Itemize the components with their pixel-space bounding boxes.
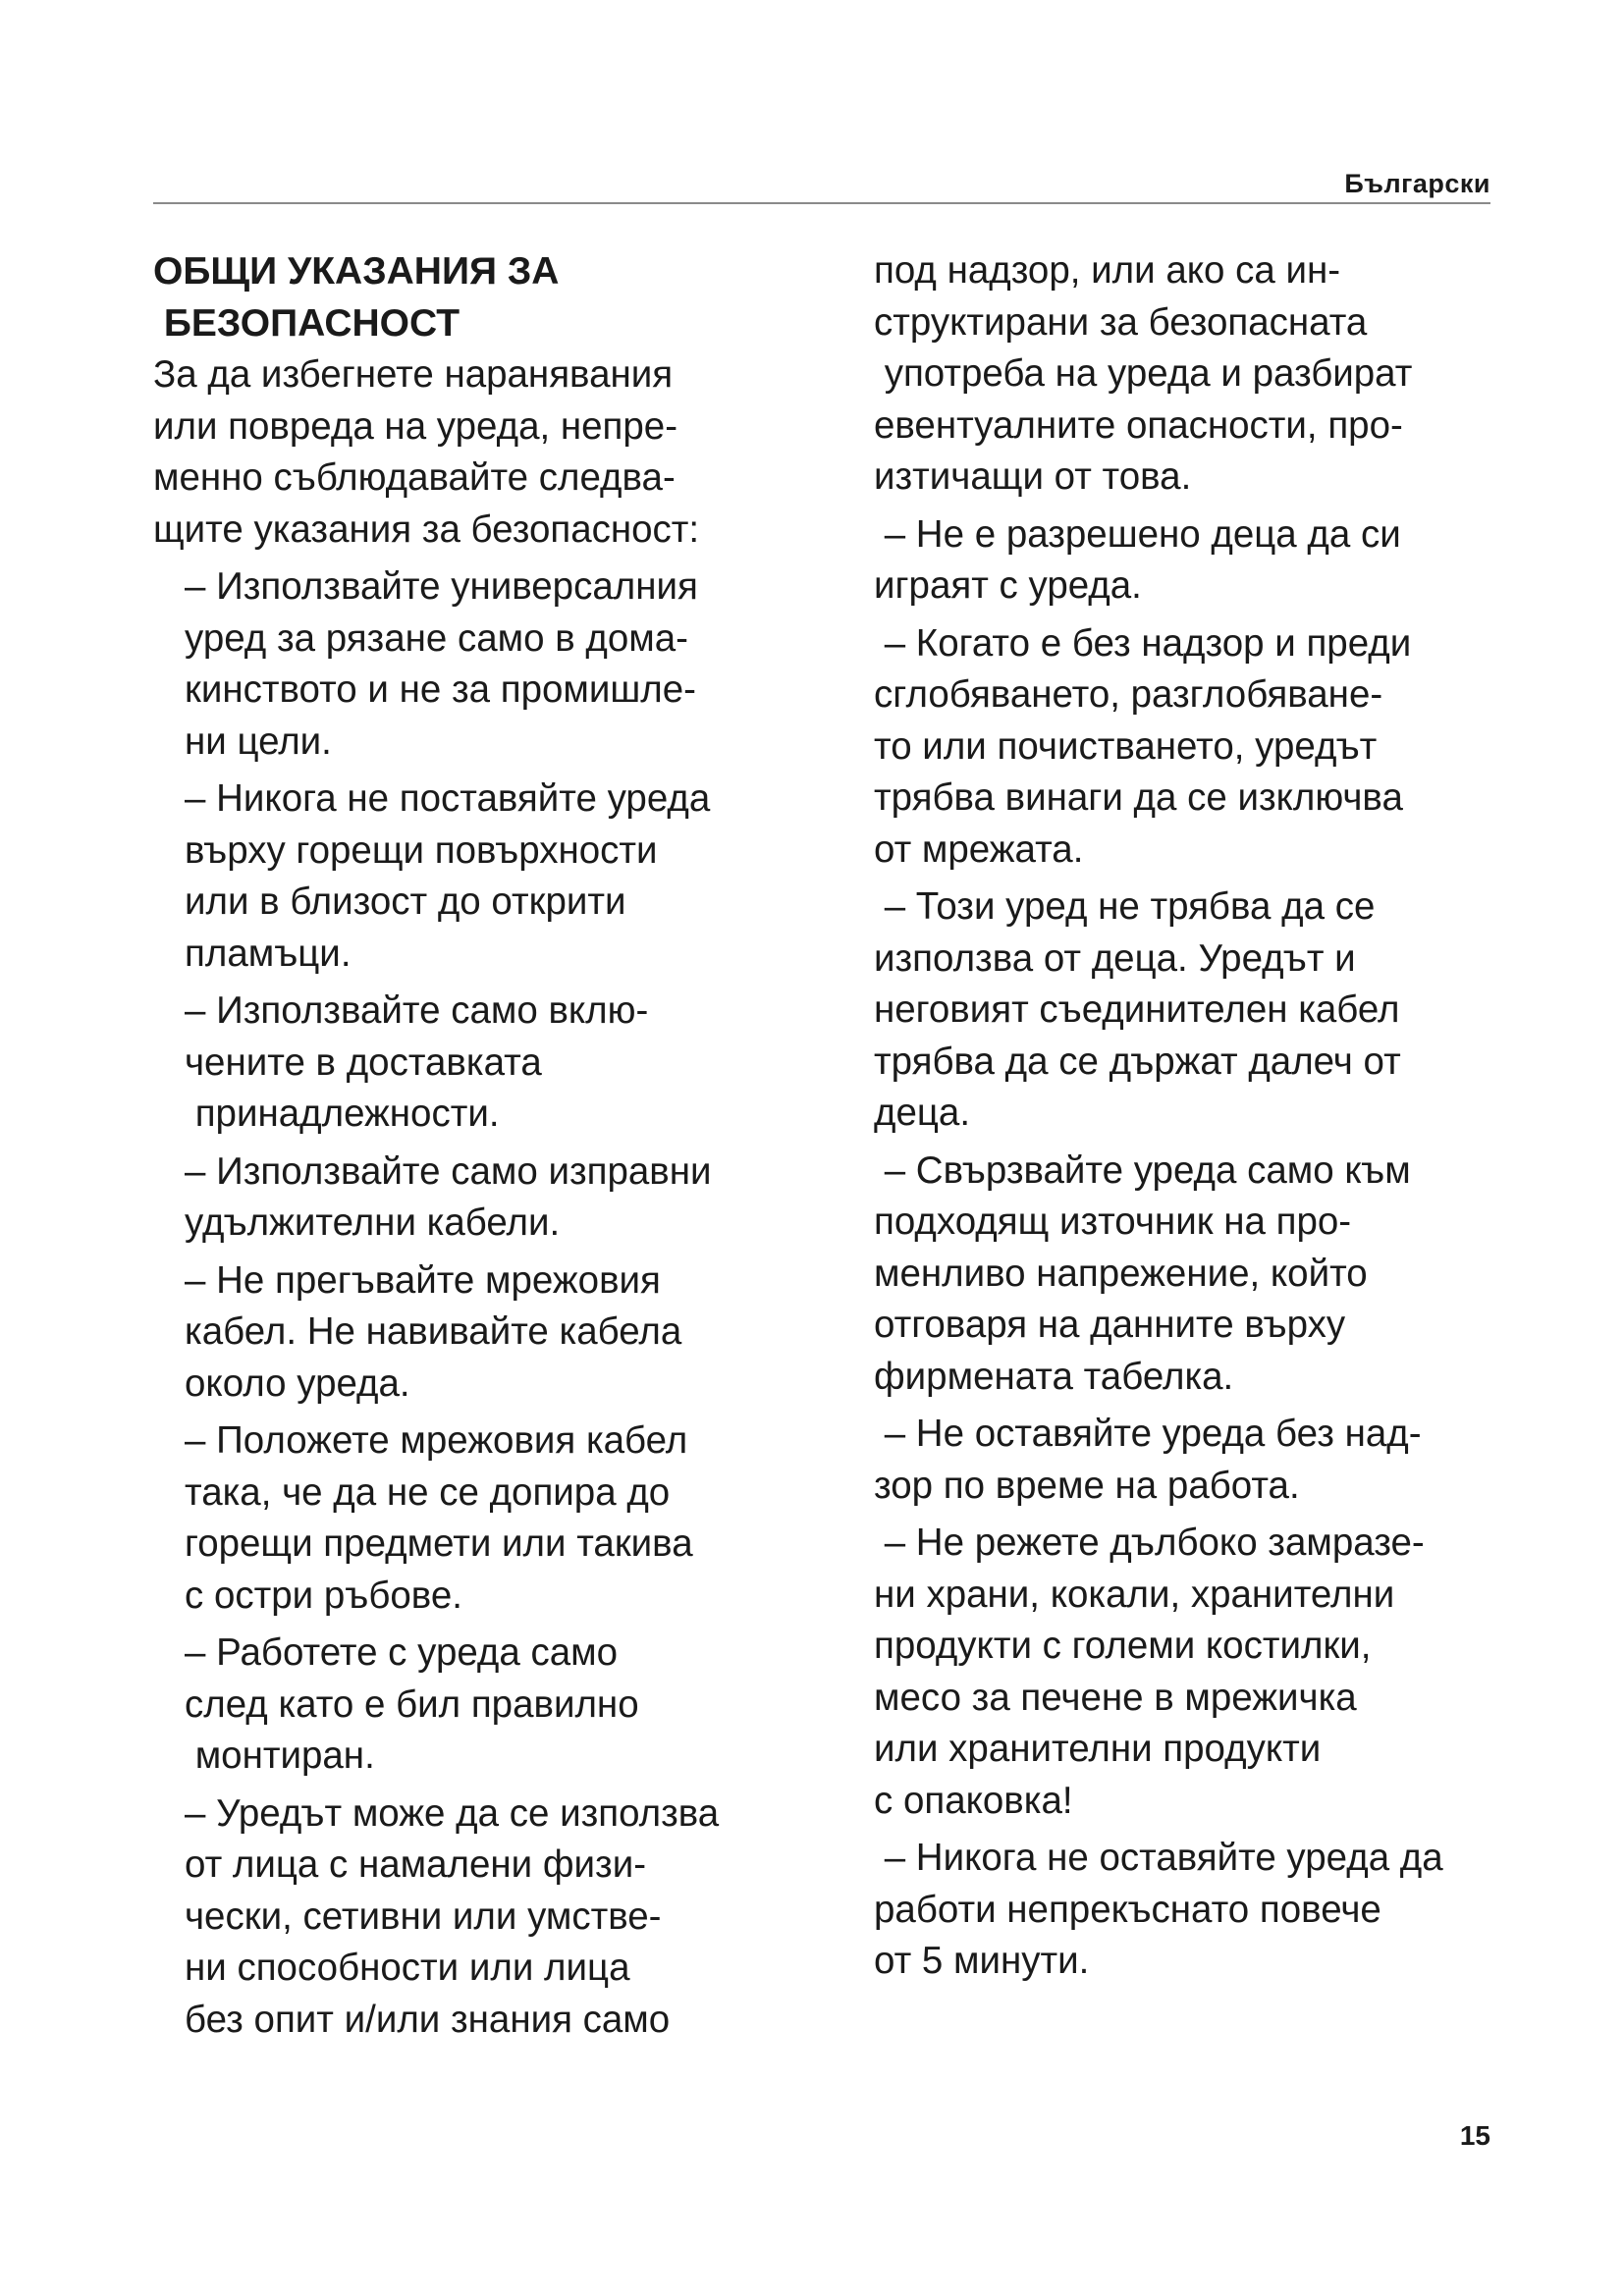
heading-line: БЕЗОПАСНОСТ <box>153 302 460 345</box>
item-line: принадлежности. <box>185 1093 500 1135</box>
item-line: след като е бил правилно <box>185 1682 639 1726</box>
item-line: – Никога не поставяйте уреда <box>185 777 711 820</box>
item-line: от лица с намалени физи- <box>185 1843 647 1886</box>
item-line: – Използвайте само изправни <box>185 1149 712 1193</box>
item-line: фирмената табелка. <box>874 1355 1234 1398</box>
safety-item <box>185 774 860 980</box>
item-line: – Уредът може да се използва <box>185 1791 720 1835</box>
item-line: – Работете с уреда само <box>185 1631 619 1674</box>
item-line: деца. <box>874 1092 971 1134</box>
item-line: работи непрекъснато повече <box>874 1888 1381 1931</box>
safety-item <box>185 986 860 1141</box>
safety-item <box>185 1415 860 1622</box>
item-line: играят с уреда. <box>874 564 1142 607</box>
item-line: горещи предмети или такива <box>185 1522 693 1565</box>
item-line: сглобяването, разглобяване- <box>874 673 1383 716</box>
item-line: употреба на уреда и разбират <box>874 352 1413 395</box>
safety-item <box>185 1255 860 1411</box>
item-line: така, че да не се допира до <box>185 1470 671 1514</box>
item-line: ни цели. <box>185 720 332 763</box>
item-line: използва от деца. Уредът и <box>874 936 1356 980</box>
safety-item <box>185 561 860 768</box>
left-column <box>153 245 860 2046</box>
item-line: ни способности или лица <box>185 1947 630 1989</box>
left-safety-list <box>153 561 860 2046</box>
header-divider <box>153 202 1490 204</box>
safety-item <box>185 1789 860 2047</box>
item-line: с остри ръбове. <box>185 1574 462 1617</box>
item-line: или в близост до открити <box>185 881 626 923</box>
item-line: пламъци. <box>185 932 352 975</box>
item-line: кабел. Не навивайте кабела <box>185 1310 682 1353</box>
item-line: върху горещи повърхности <box>185 828 658 872</box>
item-line: ни храни, кокали, хранителни <box>874 1573 1395 1616</box>
item-line: изтичащи от това. <box>874 455 1192 498</box>
intro-paragraph <box>153 349 860 556</box>
item-line: – Този уред не трябва да се <box>874 885 1376 928</box>
item-line: отговаря на данните върху <box>874 1304 1346 1346</box>
intro-line: щите указания за безопасност: <box>153 507 700 551</box>
item-line: удължителни кабели. <box>185 1201 561 1244</box>
intro-line: За да избегнете наранявания <box>153 353 674 396</box>
item-line: монтиран. <box>185 1735 375 1777</box>
header-language-label: Български <box>1344 169 1490 198</box>
item-line: от мрежата. <box>874 828 1084 871</box>
item-line: уред за рязане само в дома- <box>185 616 688 660</box>
item-line: трябва да се държат далеч от <box>874 1040 1401 1083</box>
item-line: – Не е разрешено деца да си <box>874 512 1401 556</box>
item-line: зор по време на работа. <box>874 1464 1300 1507</box>
item-line: без опит и/или знания само <box>185 1998 671 2041</box>
item-line: – Никога не оставяйте уреда да <box>874 1837 1443 1879</box>
item-line: то или почистването, уредът <box>874 724 1378 768</box>
item-line: кинството и не за промишле- <box>185 668 696 711</box>
item-line: евентуалните опасности, про- <box>874 403 1403 447</box>
safety-item <box>874 618 1561 877</box>
item-line: от 5 минути. <box>874 1940 1090 1982</box>
item-line: продукти с големи костилки, <box>874 1625 1372 1667</box>
item-line: около уреда. <box>185 1362 410 1405</box>
safety-item <box>874 1518 1561 1827</box>
item-line: чески, сетивни или умстве- <box>185 1895 662 1938</box>
item-line: – Използвайте универсалния <box>185 565 698 608</box>
item-line: неговият съединителен кабел <box>874 988 1400 1031</box>
safety-item <box>874 1833 1561 1988</box>
right-column <box>874 245 1561 1988</box>
item-line: с опаковка! <box>874 1779 1073 1822</box>
item-line: трябва винаги да се изключва <box>874 776 1403 819</box>
item-line: – Не оставяйте уреда без над- <box>874 1413 1422 1455</box>
item-line: – Използвайте само вклю- <box>185 989 649 1032</box>
intro-line: менно съблюдавайте следва- <box>153 456 676 499</box>
item-line: – Положете мрежовия кабел <box>185 1419 688 1462</box>
safety-item <box>874 881 1561 1140</box>
section-heading <box>153 245 860 349</box>
item-line: или хранителни продукти <box>874 1728 1322 1770</box>
item-line: месо за печене в мрежичка <box>874 1676 1357 1719</box>
item-line: – Когато е без надзор и преди <box>874 621 1412 665</box>
safety-item <box>874 1146 1561 1404</box>
item-line: – Свързвайте уреда само към <box>874 1148 1411 1192</box>
item-line: подходящ източник на про- <box>874 1201 1352 1243</box>
heading-line: ОБЩИ УКАЗАНИЯ ЗА <box>153 250 560 293</box>
item-line: под надзор, или ако са ин- <box>874 249 1341 292</box>
item-line: – Не режете дълбоко замразе- <box>874 1522 1425 1564</box>
safety-item <box>874 1409 1561 1512</box>
page-number: 15 <box>1459 2120 1490 2151</box>
safety-item <box>874 245 1561 504</box>
safety-item <box>874 509 1561 613</box>
item-line: – Не прегъвайте мрежовия <box>185 1258 661 1302</box>
intro-line: или повреда на уреда, непре- <box>153 404 678 448</box>
item-line: чените в доставката <box>185 1041 542 1084</box>
item-line: структирани за безопасната <box>874 300 1368 344</box>
safety-item <box>185 1628 860 1783</box>
item-line: менливо напрежение, който <box>874 1252 1368 1295</box>
safety-item <box>185 1147 860 1250</box>
